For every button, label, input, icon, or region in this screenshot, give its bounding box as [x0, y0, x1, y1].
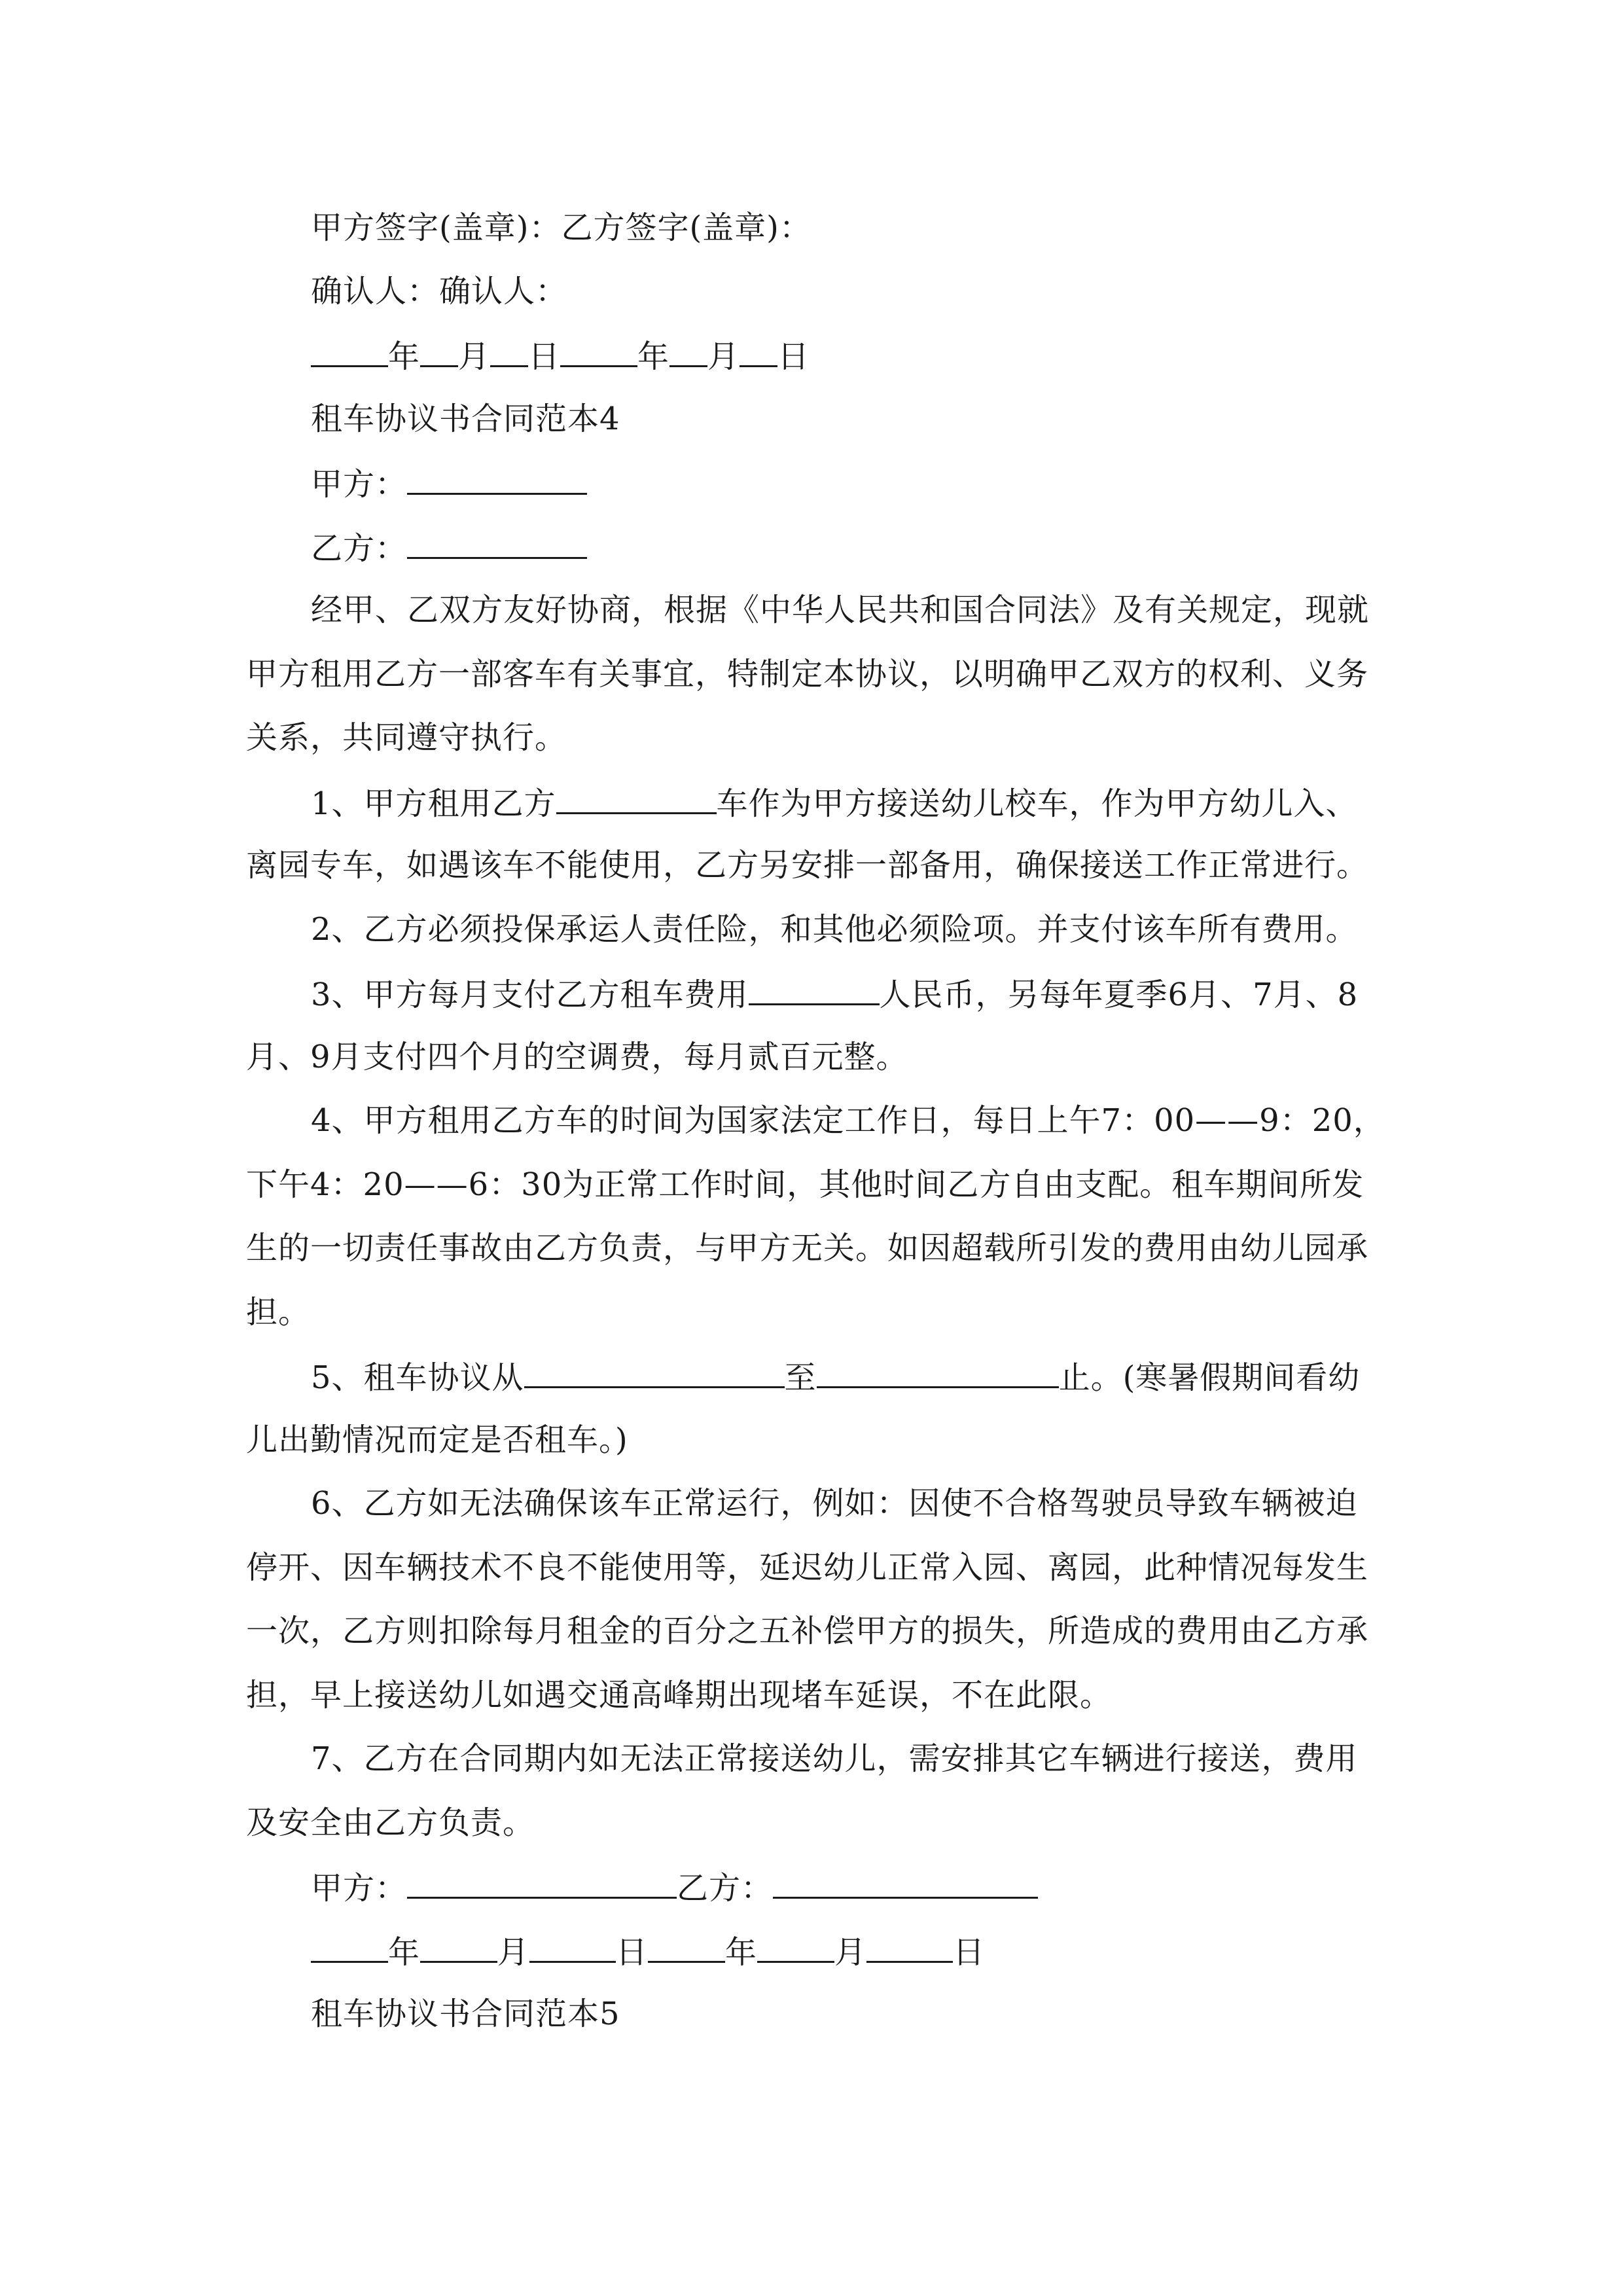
- clause-3-line-1: [311, 973, 1378, 1014]
- date-month-label: 月: [497, 1934, 530, 1971]
- clause-5-text-a: 5、租车协议从: [311, 1359, 524, 1396]
- blank-day-2: [740, 335, 777, 367]
- clause-4-line-1: 4、甲方租用乙方车的时间为国家法定工作日，每日上午7：00——9：20，: [311, 1102, 1385, 1139]
- clause-4-line-4: 担。: [246, 1294, 311, 1331]
- confirm-line: [311, 272, 567, 311]
- clause-7-line-2: 及安全由乙方负责。: [246, 1804, 535, 1841]
- clause-5-line-2: 儿出勤情况而定是否租车。): [246, 1422, 628, 1458]
- clause-3-line-2: 月、9月支付四个月的空调费，每月贰百元整。: [246, 1039, 908, 1075]
- contract-title-text: 租车协议书合同范本4: [311, 401, 620, 437]
- confirm-line-text: 确认人：确认人：: [311, 273, 568, 310]
- clause-5-text-b: 至: [784, 1359, 817, 1396]
- intro-line-1: 经甲、乙双方友好协商，根据《中华人民共和国合同法》及有关规定，现就: [311, 592, 1370, 628]
- blank-month-2: [669, 335, 707, 367]
- blank-month-2: [757, 1931, 834, 1963]
- clause-3-text-a: 3、甲方每月支付乙方租车费用: [311, 977, 749, 1013]
- blank-year-2: [560, 335, 637, 367]
- clause-1-text-a: 1、甲方租用乙方: [311, 785, 556, 822]
- date-line-1: [311, 335, 810, 376]
- date-day-label: 日: [953, 1934, 986, 1971]
- sign-party-b-label: 乙方：: [677, 1870, 774, 1907]
- clause-1-vehicle-blank: [556, 782, 717, 814]
- contract-title-text: 租车协议书合同范本5: [311, 1996, 620, 2032]
- contract-5-title: [311, 1994, 620, 2034]
- clause-3-fee-blank: [749, 973, 880, 1005]
- party-a-line: [311, 463, 587, 504]
- clause-1-text-b: 车作为甲方接送幼儿校车，作为甲方幼儿入、: [716, 785, 1358, 822]
- clause-1-line-2: 离园专车，如遇该车不能使用，乙方另安排一部备用，确保接送工作正常进行。: [246, 847, 1369, 884]
- party-b-label: 乙方：: [311, 530, 408, 567]
- clause-3-text-b: 人民币，另每年夏季6月、7月、8: [879, 977, 1359, 1013]
- clause-5-text-c: 止。(寒暑假期间看幼: [1058, 1359, 1361, 1396]
- date-year-label: 年: [388, 338, 421, 375]
- clause-6-line-2: 停开、因车辆技术不良不能使用等，延迟幼儿正常入园、离园，此种情况每发生: [246, 1549, 1369, 1586]
- date-month-label: 月: [834, 1934, 867, 1971]
- clause-5-line-1: [311, 1356, 1378, 1397]
- clause-5-start-blank: [524, 1356, 785, 1388]
- date-year-label: 年: [388, 1934, 421, 1971]
- signature-line-text: 甲方签字(盖章)：乙方签字(盖章)：: [311, 209, 812, 246]
- date-month-label: 月: [707, 338, 740, 375]
- clause-7-line-1: 7、乙方在合同期内如无法正常接送幼儿，需安排其它车辆进行接送，费用: [311, 1740, 1358, 1777]
- date-day-label: 日: [777, 338, 810, 375]
- date-year-label: 年: [637, 338, 670, 375]
- date-month-label: 月: [458, 338, 491, 375]
- clause-4-line-3: 生的一切责任事故由乙方负责，与甲方无关。如因超载所引发的费用由幼儿园承: [246, 1230, 1369, 1266]
- contract-4-title: [311, 399, 620, 439]
- clause-6-line-4: 担，早上接送幼儿如遇交通高峰期出现堵车延误，不在此限。: [246, 1677, 1113, 1713]
- clause-1-line-1: [311, 782, 1378, 823]
- party-b-blank: [407, 527, 587, 559]
- blank-year-2: [648, 1931, 725, 1963]
- party-a-blank: [407, 463, 587, 495]
- intro-line-3: 关系，共同遵守执行。: [246, 719, 567, 756]
- sign-party-b-blank: [773, 1867, 1038, 1899]
- sign-party-a-blank: [407, 1867, 677, 1899]
- party-b-line: [311, 527, 587, 568]
- contract-4-date-line: [311, 1931, 985, 1972]
- blank-month-1: [420, 1931, 497, 1963]
- sign-party-a-label: 甲方：: [311, 1870, 408, 1907]
- intro-line-2: 甲方租用乙方一部客车有关事宜，特制定本协议，以明确甲乙双方的权利、义务: [246, 656, 1369, 692]
- blank-month-1: [420, 335, 458, 367]
- clause-6-line-1: 6、乙方如无法确保该车正常运行，例如：因使不合格驾驶员导致车辆被迫: [311, 1485, 1358, 1522]
- blank-year-1: [311, 1931, 388, 1963]
- blank-year-1: [311, 335, 388, 367]
- party-a-label: 甲方：: [311, 466, 408, 503]
- clause-5-end-blank: [817, 1356, 1059, 1388]
- date-day-label: 日: [616, 1934, 649, 1971]
- blank-day-2: [866, 1931, 953, 1963]
- blank-day-1: [490, 335, 528, 367]
- contract-4-sign-line: [311, 1867, 1038, 1908]
- clause-2-line-1: 2、乙方必须投保承运人责任险，和其他必须险项。并支付该车所有费用。: [311, 911, 1358, 948]
- clause-4-line-2: 下午4：20——6：30为正常工作时间，其他时间乙方自由支配。租车期间所发: [246, 1166, 1364, 1203]
- date-day-label: 日: [528, 338, 561, 375]
- signature-line: [311, 208, 812, 247]
- blank-day-1: [529, 1931, 616, 1963]
- clause-6-line-3: 一次，乙方则扣除每月租金的百分之五补偿甲方的损失，所造成的费用由乙方承: [246, 1613, 1369, 1649]
- date-year-label: 年: [725, 1934, 758, 1971]
